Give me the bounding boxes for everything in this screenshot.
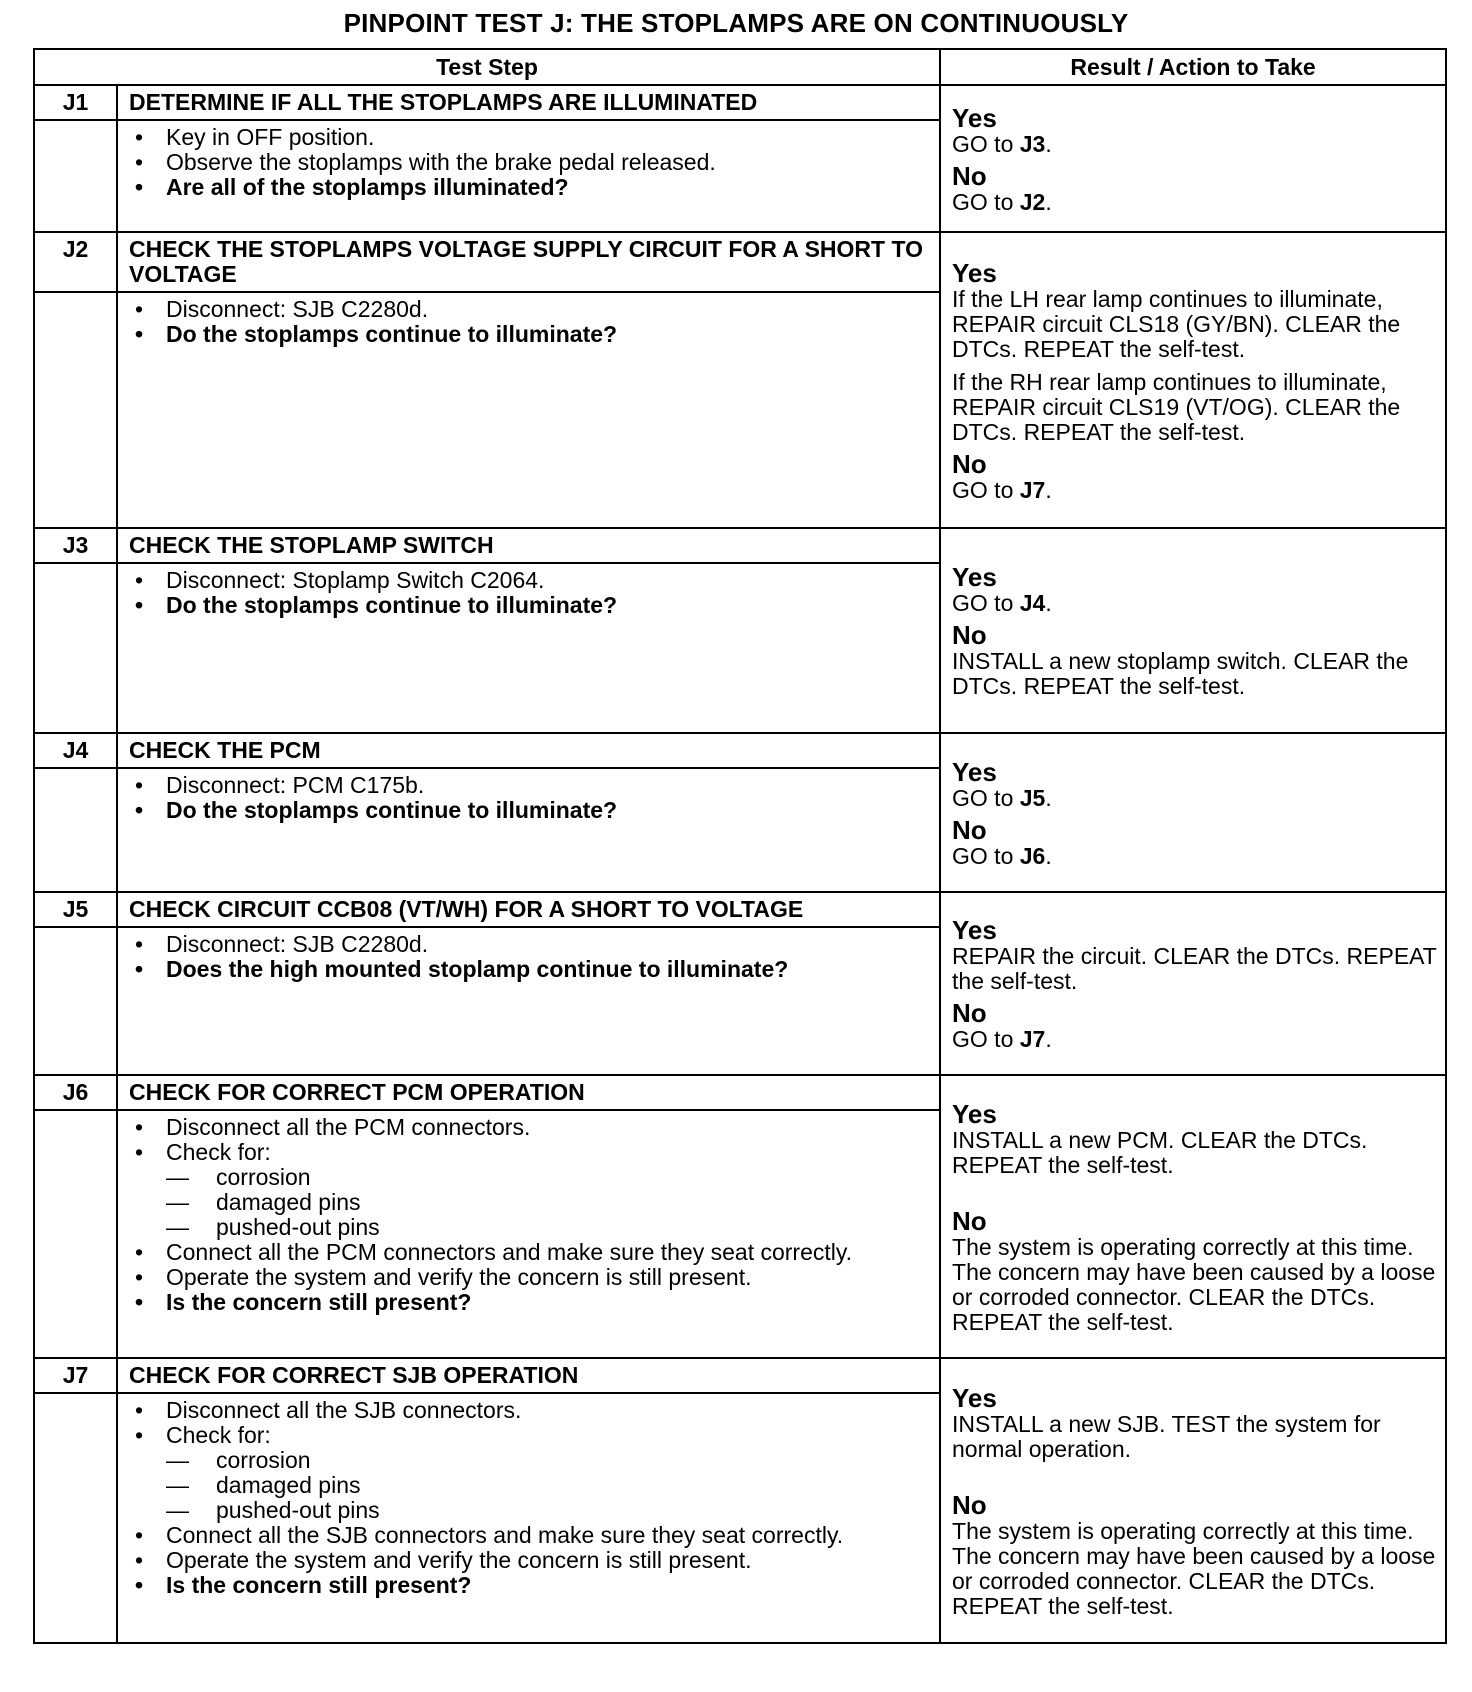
step-question: • Is the concern still present? bbox=[129, 1290, 929, 1315]
list-item: • Key in OFF position. bbox=[129, 125, 929, 150]
no-action: The system is operating correctly at this time. The concern may have been caused by a loose or corroded connector. CLEAR the DTCs. REPEAT the self-test. bbox=[952, 1517, 1436, 1619]
no-label: No bbox=[952, 814, 987, 845]
step-title-j2: CHECK THE STOPLAMPS VOLTAGE SUPPLY CIRCUIT FOR A SHORT TO VOLTAGE bbox=[117, 232, 940, 292]
list-item: • Disconnect: Stoplamp Switch C2064. bbox=[129, 568, 929, 593]
step-id-spacer bbox=[34, 120, 117, 232]
step-id-j7: J7 bbox=[34, 1358, 117, 1393]
yes-action: GO to J3. bbox=[952, 130, 1052, 157]
step-title-j6: CHECK FOR CORRECT PCM OPERATION bbox=[117, 1075, 940, 1110]
result-cell-j4 bbox=[940, 733, 1446, 892]
step-title-row-j1 bbox=[34, 85, 1446, 120]
step-body-j2 bbox=[117, 292, 940, 528]
yes-label: Yes bbox=[952, 562, 997, 592]
step-id-j1: J1 bbox=[34, 85, 117, 120]
step-id-j2: J2 bbox=[34, 232, 117, 292]
no-action: GO to J7. bbox=[952, 476, 1052, 503]
result-cell-j2 bbox=[940, 232, 1446, 528]
step-title-row-j4 bbox=[34, 733, 1446, 768]
no-label: No bbox=[952, 998, 987, 1028]
yes-label: Yes bbox=[952, 915, 997, 945]
step-title-j3: CHECK THE STOPLAMP SWITCH bbox=[117, 528, 940, 563]
list-item: • Disconnect: PCM C175b. bbox=[129, 773, 929, 798]
step-body-j5 bbox=[117, 927, 940, 1075]
step-question: • Do the stoplamps continue to illuminate? bbox=[129, 593, 929, 618]
sub-list-item: — corrosion bbox=[166, 1448, 929, 1473]
list-item: • Connect all the PCM connectors and make sure they seat correctly. bbox=[129, 1240, 929, 1265]
step-reference: J7 bbox=[1019, 1026, 1046, 1052]
step-body-j1 bbox=[117, 120, 940, 232]
list-item: • Operate the system and verify the concern is still present. bbox=[129, 1548, 929, 1573]
result-cell-j3 bbox=[940, 528, 1446, 733]
no-action: GO to J6. bbox=[952, 842, 1052, 869]
step-id-spacer bbox=[34, 1393, 117, 1643]
step-id-j3: J3 bbox=[34, 528, 117, 563]
step-question: • Do the stoplamps continue to illuminate? bbox=[129, 798, 929, 823]
sub-list-item: — pushed-out pins bbox=[166, 1215, 929, 1240]
step-reference: J3 bbox=[1019, 130, 1046, 157]
list-item: • Check for: — corrosion — damaged pins — pushed-out pins bbox=[129, 1423, 929, 1523]
list-item: • Disconnect: SJB C2280d. bbox=[129, 932, 929, 957]
yes-action: If the LH rear lamp continues to illuminate, REPAIR circuit CLS18 (GY/BN). CLEAR the DTCs. REPEAT the self-test. bbox=[952, 285, 1401, 362]
no-action: GO to J7. bbox=[952, 1026, 1052, 1052]
yes-action: GO to J5. bbox=[952, 784, 1052, 811]
step-title-row-j5 bbox=[34, 892, 1446, 927]
yes-action: GO to J4. bbox=[952, 590, 1052, 616]
step-body-j7 bbox=[117, 1393, 940, 1643]
step-title-j1: DETERMINE IF ALL THE STOPLAMPS ARE ILLUMINATED bbox=[117, 85, 940, 120]
step-reference: J5 bbox=[1019, 784, 1046, 811]
step-body-j4 bbox=[117, 768, 940, 892]
yes-label: Yes bbox=[952, 257, 997, 288]
no-label: No bbox=[952, 448, 987, 479]
check-subitems bbox=[166, 1448, 929, 1523]
no-label: No bbox=[952, 620, 987, 650]
sub-list-item: — damaged pins bbox=[166, 1190, 929, 1215]
yes-action: REPAIR the circuit. CLEAR the DTCs. REPEAT the self-test. bbox=[952, 943, 1437, 994]
yes-label: Yes bbox=[952, 1098, 997, 1129]
step-reference: J2 bbox=[1019, 188, 1046, 215]
list-item: • Observe the stoplamps with the brake pedal released. bbox=[129, 150, 929, 175]
step-title-row-j6 bbox=[34, 1075, 1446, 1110]
step-id-spacer bbox=[34, 292, 117, 528]
step-question: • Does the high mounted stoplamp continue to illuminate? bbox=[129, 957, 929, 982]
step-id-j5: J5 bbox=[34, 892, 117, 927]
result-cell-j5 bbox=[940, 892, 1446, 1075]
step-title-row-j2 bbox=[34, 232, 1446, 292]
step-title-j7: CHECK FOR CORRECT SJB OPERATION bbox=[117, 1358, 940, 1393]
column-header-test-step: Test Step bbox=[34, 49, 940, 85]
page-title: PINPOINT TEST J: THE STOPLAMPS ARE ON CONTINUOUSLY bbox=[343, 8, 1129, 38]
step-title-row-j7 bbox=[34, 1358, 1446, 1393]
no-action: GO to J2. bbox=[952, 188, 1052, 215]
step-reference: J6 bbox=[1019, 842, 1046, 869]
pinpoint-test-table bbox=[33, 48, 1447, 1644]
sub-list-item: — corrosion bbox=[166, 1165, 929, 1190]
yes-action: If the RH rear lamp continues to illuminate, REPAIR circuit CLS19 (VT/OG). CLEAR the DTCs. REPEAT the self-test. bbox=[952, 368, 1401, 445]
step-reference: J4 bbox=[1019, 590, 1046, 616]
step-question: • Is the concern still present? bbox=[129, 1573, 929, 1598]
no-label: No bbox=[952, 1489, 987, 1520]
step-id-j4: J4 bbox=[34, 733, 117, 768]
step-reference: J7 bbox=[1019, 476, 1046, 503]
step-id-j6: J6 bbox=[34, 1075, 117, 1110]
step-question: • Are all of the stoplamps illuminated? bbox=[129, 175, 929, 200]
no-action: INSTALL a new stoplamp switch. CLEAR the DTCs. REPEAT the self-test. bbox=[952, 648, 1409, 699]
step-id-spacer bbox=[34, 1110, 117, 1358]
step-id-spacer bbox=[34, 563, 117, 733]
list-item: • Disconnect: SJB C2280d. bbox=[129, 297, 929, 322]
step-id-spacer bbox=[34, 927, 117, 1075]
table-header-row bbox=[34, 49, 1446, 85]
step-title-j4: CHECK THE PCM bbox=[117, 733, 940, 768]
yes-label: Yes bbox=[952, 756, 997, 787]
yes-label: Yes bbox=[952, 102, 997, 133]
step-title-j5: CHECK CIRCUIT CCB08 (VT/WH) FOR A SHORT TO VOLTAGE bbox=[117, 892, 940, 927]
result-cell-j6 bbox=[940, 1075, 1446, 1358]
sub-list-item: — damaged pins bbox=[166, 1473, 929, 1498]
list-item: • Disconnect all the SJB connectors. bbox=[129, 1398, 929, 1423]
list-item: • Connect all the SJB connectors and make sure they seat correctly. bbox=[129, 1523, 929, 1548]
step-id-spacer bbox=[34, 768, 117, 892]
step-question: • Do the stoplamps continue to illuminate? bbox=[129, 322, 929, 347]
step-body-j3 bbox=[117, 563, 940, 733]
yes-action: INSTALL a new SJB. TEST the system for normal operation. bbox=[952, 1410, 1381, 1462]
no-label: No bbox=[952, 1205, 987, 1236]
no-label: No bbox=[952, 160, 987, 191]
step-body-j6 bbox=[117, 1110, 940, 1358]
result-cell-j1 bbox=[940, 85, 1446, 232]
list-item: • Disconnect all the PCM connectors. bbox=[129, 1115, 929, 1140]
sub-list-item: — pushed-out pins bbox=[166, 1498, 929, 1523]
no-action: The system is operating correctly at this time. The concern may have been caused by a loose or corroded connector. CLEAR the DTCs. REPEAT the self-test. bbox=[952, 1233, 1436, 1335]
list-item: • Check for: — corrosion — damaged pins — pushed-out pins bbox=[129, 1140, 929, 1240]
yes-action: INSTALL a new PCM. CLEAR the DTCs. REPEAT the self-test. bbox=[952, 1126, 1368, 1178]
result-cell-j7 bbox=[940, 1358, 1446, 1643]
step-title-row-j3 bbox=[34, 528, 1446, 563]
yes-label: Yes bbox=[952, 1382, 997, 1413]
column-header-result: Result / Action to Take bbox=[940, 49, 1446, 85]
check-subitems bbox=[166, 1165, 929, 1240]
list-item: • Operate the system and verify the concern is still present. bbox=[129, 1265, 929, 1290]
